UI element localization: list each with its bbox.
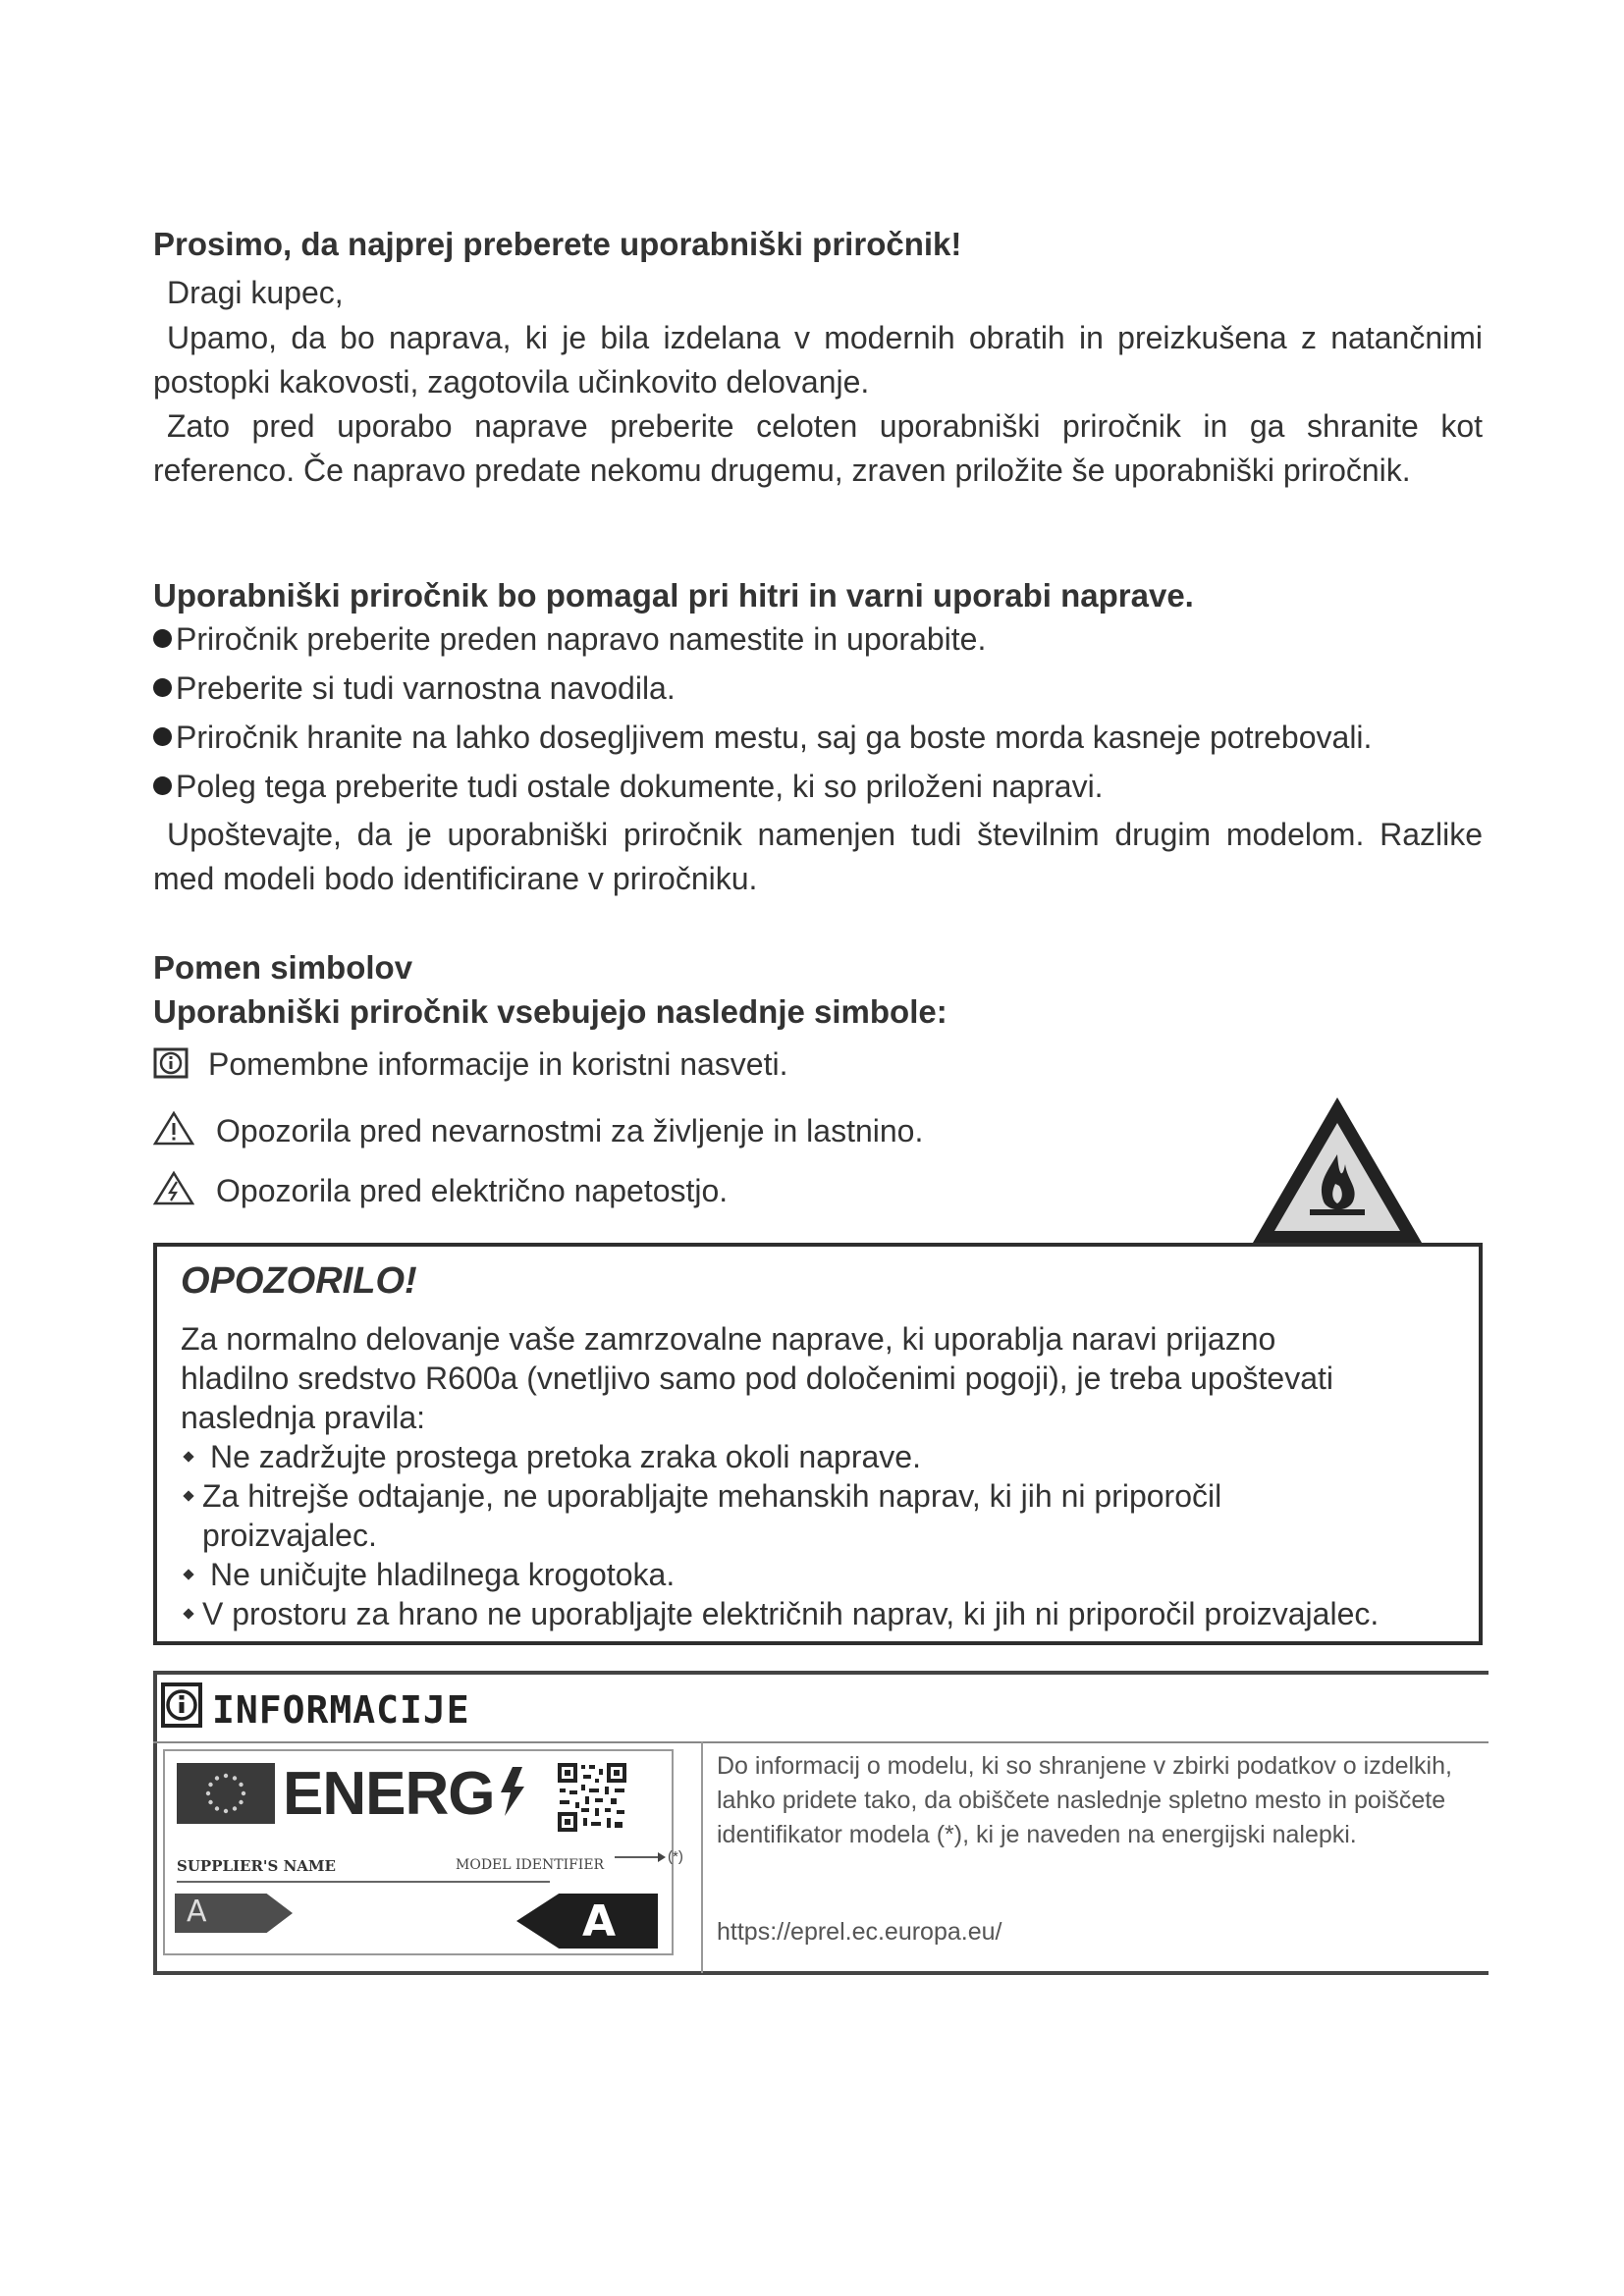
warning-line: Za normalno delovanje vaše zamrzovalne naprave, ki uporablja naravi prijazno: [181, 1321, 1276, 1357]
lightning-icon: [499, 1767, 524, 1816]
info-box: [153, 1671, 1489, 1975]
class-left-label: A: [187, 1895, 207, 1929]
pointer-arrow-icon: [615, 1849, 666, 1865]
bullet-diamond: [183, 1569, 193, 1579]
warning-body: [181, 1319, 1457, 1633]
asterisk-marker: (*): [668, 1848, 683, 1865]
warning-title: OPOZORILO!: [181, 1260, 417, 1302]
info-header-rule: [153, 1741, 1489, 1743]
info-top-rule: [153, 1671, 1489, 1675]
bullet-dot: [153, 776, 172, 795]
eu-stars-icon: [177, 1763, 275, 1824]
qr-code-icon: [556, 1761, 628, 1834]
bullet-diamond: [183, 1608, 193, 1619]
supplier-name: SUPPLIER'S NAME: [177, 1857, 336, 1875]
info-description: Do informacij o modelu, ki so shranjene v zbirki podatkov o izdelkih, lahko pridete tako, da obiščete naslednje spletno mesto in poiščete identifikator modela (*), ki je naveden na energijski nalepki.: [717, 1752, 1452, 1848]
bullet-dot: [153, 629, 172, 648]
manual-bullet: Priročnik hranite na lahko dosegljivem mestu, saj ga boste morda kasneje potrebovali.: [153, 720, 1372, 756]
manual-note: Upoštevajte, da je uporabniški priročnik namenjen tudi številnim drugim modelom. Razlike med modeli bodo identificirane v priročniku.: [153, 817, 1483, 896]
energy-word: ENERG: [283, 1760, 495, 1828]
bullet-diamond: [183, 1451, 193, 1462]
intro-paragraph-2: Zato pred uporabo naprave preberite celoten uporabniški priročnik in ga shranite kot referenco. Če napravo predate nekomu drugemu, zraven priložite še uporabniški priročnik.: [153, 408, 1483, 488]
warning-rule: V prostoru za hrano ne uporabljajte električnih naprav, ki jih ni priporočil proizvajalec.: [181, 1594, 1457, 1633]
info-icon: [161, 1682, 202, 1728]
symbol-row-info: Pomembne informacije in koristni nasveti.: [153, 1046, 787, 1083]
electric-warning-icon: [153, 1170, 194, 1205]
warning-box: [153, 1243, 1483, 1645]
flammable-warning-icon: [1249, 1094, 1426, 1247]
bullet-dot: [153, 727, 172, 746]
eu-flag: [177, 1763, 275, 1824]
salutation: Dragi kupec,: [167, 275, 344, 310]
info-title: INFORMACIJE: [212, 1688, 470, 1732]
info-bottom-rule: [153, 1971, 1489, 1975]
warning-rule-continuation: proizvajalec.: [202, 1518, 377, 1553]
model-identifier: MODEL IDENTIFIER: [456, 1857, 605, 1873]
info-column-divider: [701, 1741, 703, 1973]
class-right-label: A: [582, 1896, 617, 1947]
warning-line: naslednja pravila:: [181, 1400, 426, 1435]
symbol-row-warning: Opozorila pred nevarnostmi za življenje in lastnino.: [153, 1110, 923, 1149]
warning-rule: Za hitrejše odtajanje, ne uporabljajte mehanskih naprav, ki jih ni priporočil: [181, 1476, 1457, 1516]
manual-title: Uporabniški priročnik bo pomagal pri hitri in varni uporabi naprave.: [153, 577, 1194, 614]
symbol-row-electric: Opozorila pred električno napetostjo.: [153, 1170, 728, 1209]
info-icon: [153, 1047, 189, 1079]
warning-rule: Ne zadržujte prostega pretoka zraka okoli naprave.: [181, 1437, 1457, 1476]
manual-bullet: Preberite si tudi varnostna navodila.: [153, 670, 676, 707]
eprel-link[interactable]: https://eprel.ec.europa.eu/: [717, 1918, 1002, 1946]
label-rule: [177, 1881, 550, 1883]
warning-rule: Ne uničujte hladilnega krogotoka.: [181, 1555, 1457, 1594]
warning-line: hladilno sredstvo R600a (vnetljivo samo pod določenimi pogoji), je treba upoštevati: [181, 1361, 1333, 1396]
warning-triangle-icon: [153, 1110, 194, 1146]
intro-title: Prosimo, da najprej preberete uporabniški priročnik!: [153, 226, 962, 262]
symbols-title: Pomen simbolov: [153, 949, 413, 986]
intro-paragraph-1: Upamo, da bo naprava, ki je bila izdelana v modernih obratih in preizkušena z natančnimi postopki kakovosti, zagotovila učinkovito delovanje.: [153, 320, 1483, 400]
bullet-diamond: [183, 1490, 193, 1501]
manual-bullet: Poleg tega preberite tudi ostale dokumente, ki so priloženi napravi.: [153, 769, 1104, 805]
energy-label: [163, 1749, 674, 1955]
symbols-subtitle: Uporabniški priročnik vsebujejo naslednje simbole:: [153, 993, 947, 1030]
bullet-dot: [153, 678, 172, 697]
info-left-rule: [153, 1671, 157, 1975]
manual-bullet: Priročnik preberite preden napravo namestite in uporabite.: [153, 621, 986, 658]
